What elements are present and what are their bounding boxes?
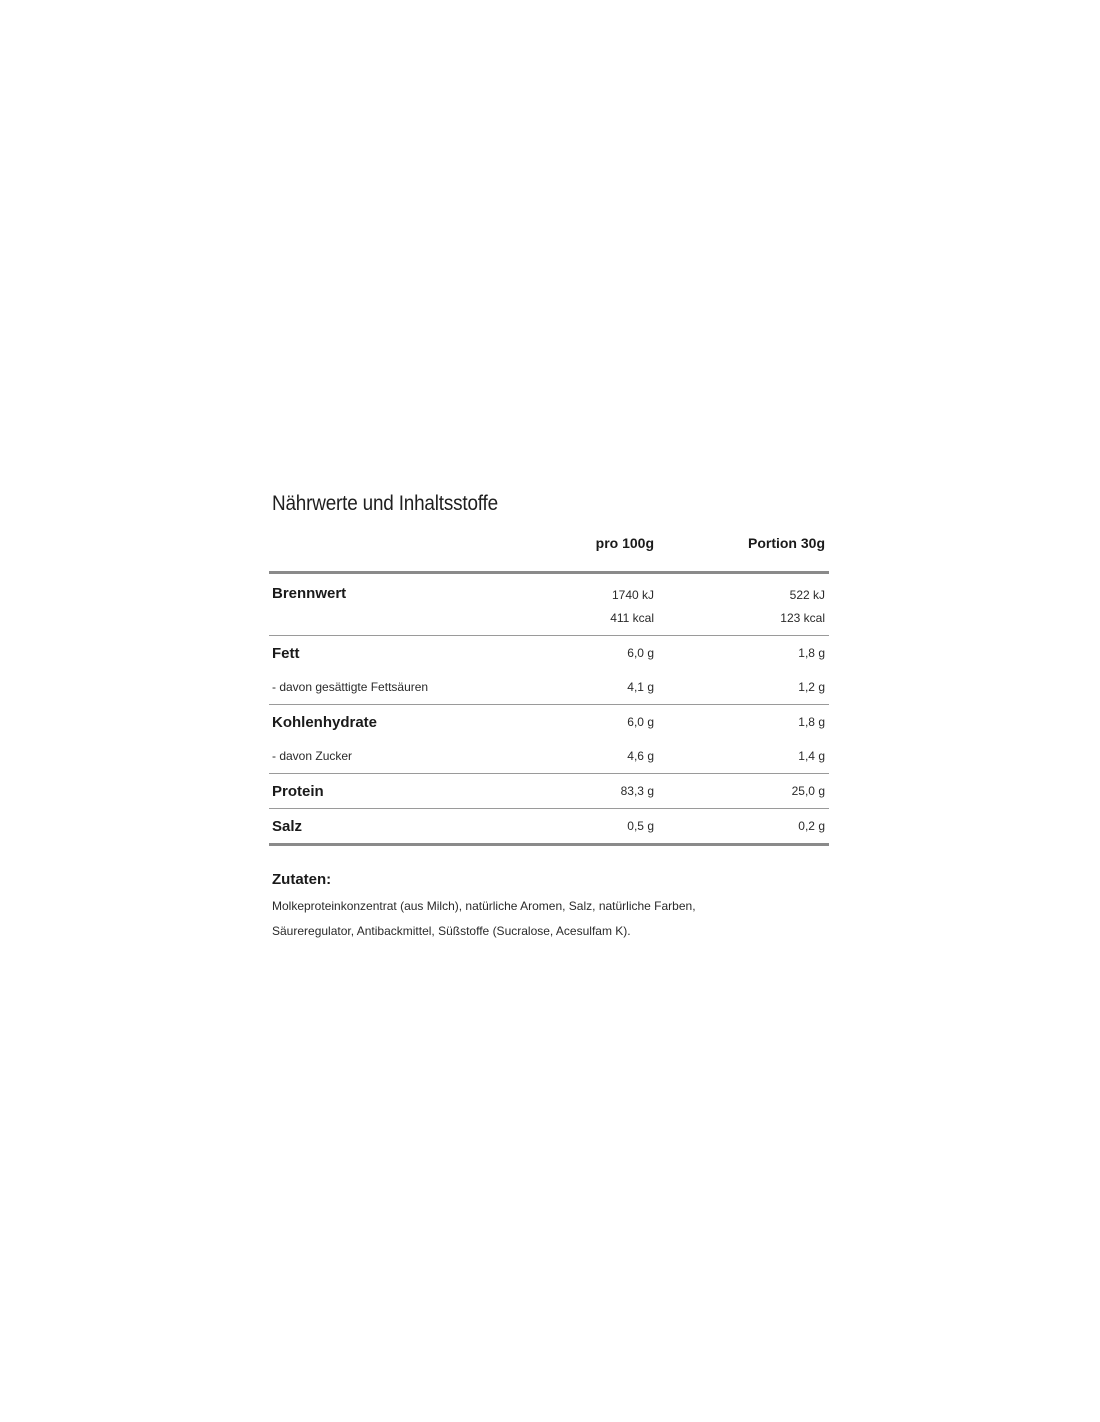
row-label-kohlenhydrate: Kohlenhydrate: [272, 713, 378, 731]
zucker-per-100g: 4,6 g: [544, 739, 658, 774]
table-row-protein: [269, 774, 829, 809]
brennwert-kj-per-100g: 1740 kJ: [611, 588, 654, 602]
ingredients-section: [269, 869, 829, 944]
table-row-brennwert-kj: [269, 573, 829, 606]
nutrition-panel: [269, 488, 829, 944]
row-label-zucker: - davon Zucker: [269, 739, 544, 774]
gesaettigte-fettsaeuren-per-100g: 4,1 g: [544, 670, 658, 705]
header-per-portion: Portion 30g: [658, 531, 829, 573]
table-row-kohlenhydrate: [269, 705, 829, 740]
brennwert-kcal-per-100g: 411 kcal: [544, 605, 658, 636]
fett-per-portion: 1,8 g: [798, 646, 825, 660]
header-per-100g: pro 100g: [544, 531, 658, 573]
brennwert-kj-per-portion: 522 kJ: [789, 588, 825, 602]
fett-per-100g: 6,0 g: [627, 646, 654, 660]
row-label-brennwert: Brennwert: [272, 585, 347, 602]
table-row-zucker: [269, 739, 829, 774]
table-row-salz: [269, 809, 829, 845]
kohlenhydrate-per-100g: 6,0 g: [627, 715, 654, 729]
table-header-row: [269, 531, 829, 573]
table-row-brennwert-kcal: [269, 605, 829, 636]
row-label-salz: Salz: [269, 809, 544, 845]
brennwert-kcal-per-portion: 123 kcal: [658, 605, 829, 636]
table-row-gesaettigte-fettsaeuren: [269, 670, 829, 705]
salz-per-portion: 0,2 g: [658, 809, 829, 845]
table-row-fett: [269, 636, 829, 671]
page-title: Nährwerte und Inhaltsstoffe: [272, 492, 498, 515]
salz-per-100g: 0,5 g: [544, 809, 658, 845]
row-label-gesaettigte-fettsaeuren: - davon gesättigte Fettsäuren: [269, 670, 544, 705]
protein-per-100g: 83,3 g: [544, 774, 658, 809]
row-label-fett: Fett: [272, 644, 300, 662]
header-nutrient: [269, 531, 544, 573]
row-label-protein: Protein: [269, 774, 544, 809]
kohlenhydrate-per-portion: 1,8 g: [798, 715, 825, 729]
ingredients-text: Molkeproteinkonzentrat (aus Milch), natürliche Aromen, Salz, natürliche Farben, Säureregulator, Antibackmittel, Süßstoffe (Sucralose, Acesulfam K).: [272, 899, 696, 938]
protein-per-portion: 25,0 g: [658, 774, 829, 809]
ingredients-heading: Zutaten:: [272, 871, 332, 888]
zucker-per-portion: 1,4 g: [658, 739, 829, 774]
nutrition-table: [269, 531, 829, 846]
gesaettigte-fettsaeuren-per-portion: 1,2 g: [658, 670, 829, 705]
